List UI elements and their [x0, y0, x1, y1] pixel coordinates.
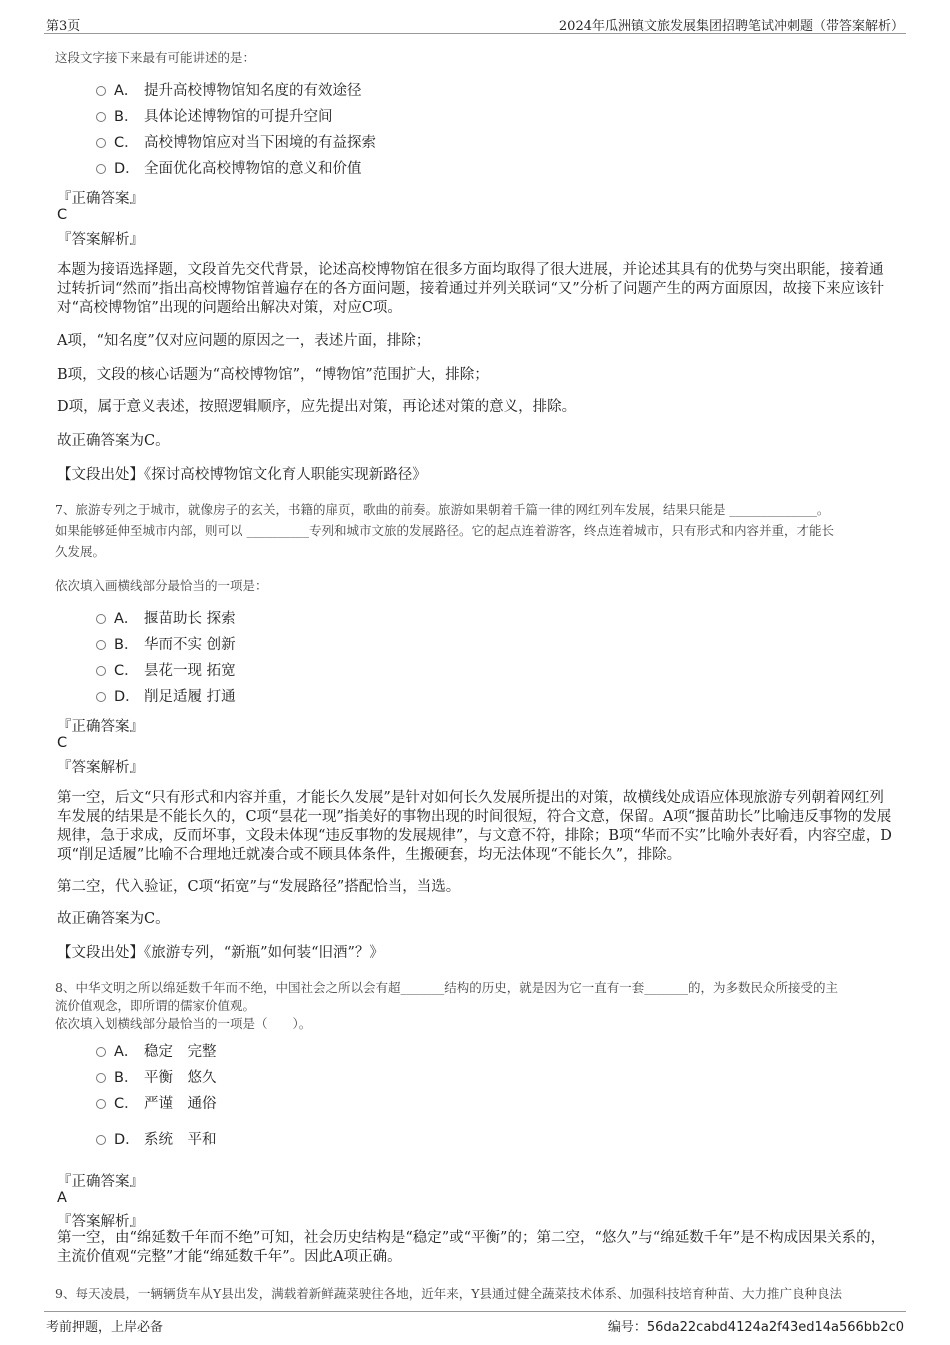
q6-stem: 这段文字接下来最有可能讲述的是： — [55, 50, 256, 65]
q6-analysis-p5: 故正确答案为C。 — [57, 433, 170, 449]
document-code: 编号：56da22cabd4124a2f43ed14a566bb2c0 — [607, 1320, 904, 1335]
q8-analysis: 第一空，由“绵延数千年而不绝”可知，社会历史结构是“稳定”或“平衡”的；第二空，“悠久”与“绵延数千年”是不构成因果关系的，主流价值观“完整”才能“绵延数千年”。因此A项正确。 — [57, 1230, 886, 1265]
q8-option-b[interactable]: B． 平衡 悠久 — [96, 1067, 217, 1089]
radio-icon[interactable] — [96, 692, 106, 702]
q7-analysis-p2: 第二空，代入验证，C项“拓宽”与“发展路径”搭配恰当，当选。 — [57, 879, 461, 895]
q7-prompt: 依次填入画横线部分最恰当的一项是： — [55, 578, 268, 593]
q7-option-a[interactable]: A． 揠苗助长 探索 — [96, 608, 236, 630]
q6-option-c[interactable]: C． 高校博物馆应对当下困境的有益探索 — [96, 132, 376, 154]
radio-icon[interactable] — [96, 640, 106, 650]
q6-source: 【文段出处】《探讨高校博物馆文化育人职能实现新路径》 — [57, 467, 427, 483]
q6-analysis-label: 『答案解析』 — [57, 232, 144, 248]
radio-icon[interactable] — [96, 666, 106, 676]
q6-option-d[interactable]: D． 全面优化高校博物馆的意义和价值 — [96, 158, 362, 180]
q6-analysis-p2: A项，“知名度”仅对应问题的原因之一，表述片面，排除； — [57, 333, 431, 349]
q8-analysis-label: 『答案解析』 — [57, 1214, 144, 1230]
q7-correct-label: 『正确答案』 — [57, 719, 144, 735]
q7-source: 【文段出处】《旅游专列，“新瓶”如何装“旧酒”？》 — [57, 945, 384, 961]
q6-analysis-p4: D项，属于意义表述，按照逻辑顺序，应先提出对策，再论述对策的意义，排除。 — [57, 399, 577, 415]
radio-icon[interactable] — [96, 614, 106, 624]
q6-option-b[interactable]: B． 具体论述博物馆的可提升空间 — [96, 106, 333, 128]
q6-answer: C — [57, 207, 68, 223]
q8-correct-label: 『正确答案』 — [57, 1174, 144, 1190]
q7-analysis-p1: 第一空，后文“只有形式和内容并重，才能长久发展”是针对如何长久发展所提出的对策，故横线处成语应体现旅游专列朝着网红列车发展的结果是不能长久的，C项“昙花一现”指美好的事物出现的时间很短，符合文意，保留。A项“揠苗助长”比喻违反事物的发展规律，急于求成，反而坏事，文段未体现“违反事物的发展规律”，与文意不符，排除；B项“华而不实”比喻外表好看，内容空虚，D项“削足适履”比喻不合理地迁就凑合或不顾具体条件，生搬硬套，均无法体现“不能长久”，排除。 — [57, 790, 892, 863]
radio-icon[interactable] — [96, 86, 106, 96]
q7-analysis-p3: 故正确答案为C。 — [57, 911, 170, 927]
page-footer — [44, 1311, 906, 1338]
q8-answer: A — [57, 1190, 67, 1206]
radio-icon[interactable] — [96, 1135, 106, 1145]
q8-stem: 8、中华文明之所以绵延数千年而不绝，中国社会之所以会有超_______结构的历史，就是因为它一直有一套_______的，为多数民众所接受的主 流价值观念，即所谓的儒家价值观。 依次填入划横线部分最恰当的一项是（ ）。 — [55, 980, 838, 1031]
radio-icon[interactable] — [96, 1073, 106, 1083]
q9-stem: 9、每天凌晨，一辆辆货车从Y县出发，满载着新鲜蔬菜驶往各地，近年来，Y县通过健全蔬菜技术体系、加强科技培育种苗、大力推广良种良法 — [55, 1286, 842, 1301]
q7-option-d[interactable]: D． 削足适履 打通 — [96, 686, 236, 708]
document-title: 2024年瓜洲镇文旅发展集团招聘笔试冲刺题（带答案解析） — [558, 19, 904, 34]
page-header — [44, 13, 906, 34]
q7-stem: 7、旅游专列之于城市，就像房子的玄关，书籍的扉页，歌曲的前奏。旅游如果朝着千篇一律的网红列车发展，结果只能是 ______________。 如果能够延伸至城市内部，则可以 __________专列和城市文旅的发展路径。它的起点连着游客，终点连着城市，只有形式和内容并重，才能长 久发展。 — [55, 502, 834, 559]
q6-option-a[interactable]: A． 提升高校博物馆知名度的有效途径 — [96, 80, 362, 102]
q6-analysis-p1: 本题为接语选择题，文段首先交代背景，论述高校博物馆在很多方面均取得了很大进展，并论述其具有的优势与突出职能，接着通过转折词“然而”指出高校博物馆普遍存在的各方面问题，接着通过并列关联词“又”分析了问题产生的两方面原因，故接下来应该针对“高校博物馆”出现的问题给出解决对策，对应C项。 — [57, 262, 885, 316]
radio-icon[interactable] — [96, 164, 106, 174]
footer-slogan: 考前押题，上岸必备 — [46, 1320, 164, 1335]
radio-icon[interactable] — [96, 138, 106, 148]
q7-answer: C — [57, 735, 68, 751]
radio-icon[interactable] — [96, 1047, 106, 1057]
q8-option-d[interactable]: D． 系统 平和 — [96, 1129, 217, 1151]
q6-analysis-p3: B项，文段的核心话题为“高校博物馆”，“博物馆”范围扩大，排除； — [57, 367, 489, 383]
radio-icon[interactable] — [96, 1099, 106, 1109]
page-number: 第3页 — [46, 19, 81, 34]
q8-option-a[interactable]: A． 稳定 完整 — [96, 1041, 217, 1063]
radio-icon[interactable] — [96, 112, 106, 122]
q6-correct-label: 『正确答案』 — [57, 191, 144, 207]
q7-analysis-label: 『答案解析』 — [57, 760, 144, 776]
q7-option-c[interactable]: C． 昙花一现 拓宽 — [96, 660, 236, 682]
q8-option-c[interactable]: C． 严谨 通俗 — [96, 1093, 217, 1115]
q7-option-b[interactable]: B． 华而不实 创新 — [96, 634, 236, 656]
